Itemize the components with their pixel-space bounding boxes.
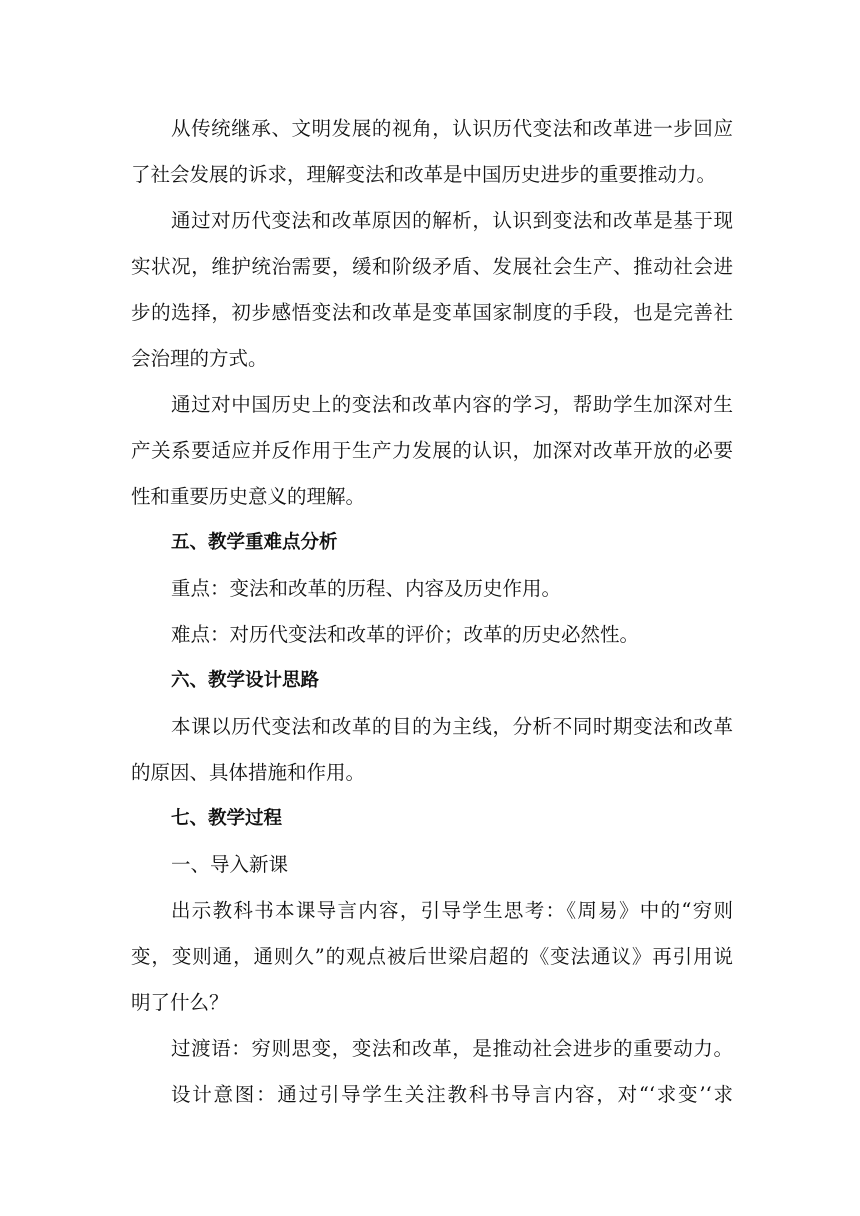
text-line: 通过对中国历史上的变法和改革内容的学习，帮助学生加深对生 (171, 393, 733, 416)
document-body (131, 106, 733, 1118)
text-line: 通过对历代变法和改革原因的解析，认识到变法和改革是基于现 (171, 209, 733, 232)
design-idea-paragraph (131, 704, 733, 796)
section-heading-6: 六、教学设计思路 (171, 670, 320, 691)
text-line: 会治理的方式。 (131, 347, 268, 370)
difficult-point-line: 难点：对历代变法和改革的评价；改革的历史必然性。 (171, 623, 640, 646)
paragraph-2 (131, 198, 733, 382)
text-line: 从传统继承、文明发展的视角，认识历代变法和改革进一步回应 (171, 117, 733, 140)
text-line: 步的选择，初步感悟变法和改革是变革国家制度的手段，也是完善社 (131, 301, 733, 324)
text-line: 出示教科书本课导言内容，引导学生思考：《周易》中的“穷则 (171, 899, 733, 922)
paragraph-3 (131, 382, 733, 520)
text-line: 性和重要历史意义的理解。 (131, 485, 366, 508)
key-point-line: 重点：变法和改革的历程、内容及历史作用。 (171, 577, 562, 600)
section-heading-5: 五、教学重难点分析 (171, 532, 338, 553)
text-line: 的原因、具体措施和作用。 (131, 761, 366, 784)
transition-line: 过渡语：穷则思变，变法和改革，是推动社会进步的重要动力。 (171, 1037, 733, 1060)
intro-paragraph (131, 888, 733, 1026)
text-line: 了社会发展的诉求，理解变法和改革是中国历史进步的重要推动力。 (131, 163, 717, 186)
text-line: 本课以历代变法和改革的目的为主线，分析不同时期变法和改革 (171, 715, 733, 738)
text-line: 实状况，维护统治需要，缓和阶级矛盾、发展社会生产、推动社会进 (131, 255, 733, 278)
text-line: 产关系要适应并反作用于生产力发展的认识，加深对改革开放的必要 (131, 439, 733, 462)
section-heading-7: 七、教学过程 (171, 808, 283, 829)
text-line: 明了什么？ (131, 991, 229, 1014)
design-intent-line: 设计意图：通过引导学生关注教科书导言内容，对“‘求变’‘求 (171, 1083, 733, 1106)
text-line: 变，变则通，通则久”的观点被后世梁启超的《变法通议》再引用说 (131, 945, 733, 968)
subsection-heading: 一、导入新课 (171, 853, 289, 876)
paragraph-1 (131, 106, 733, 198)
